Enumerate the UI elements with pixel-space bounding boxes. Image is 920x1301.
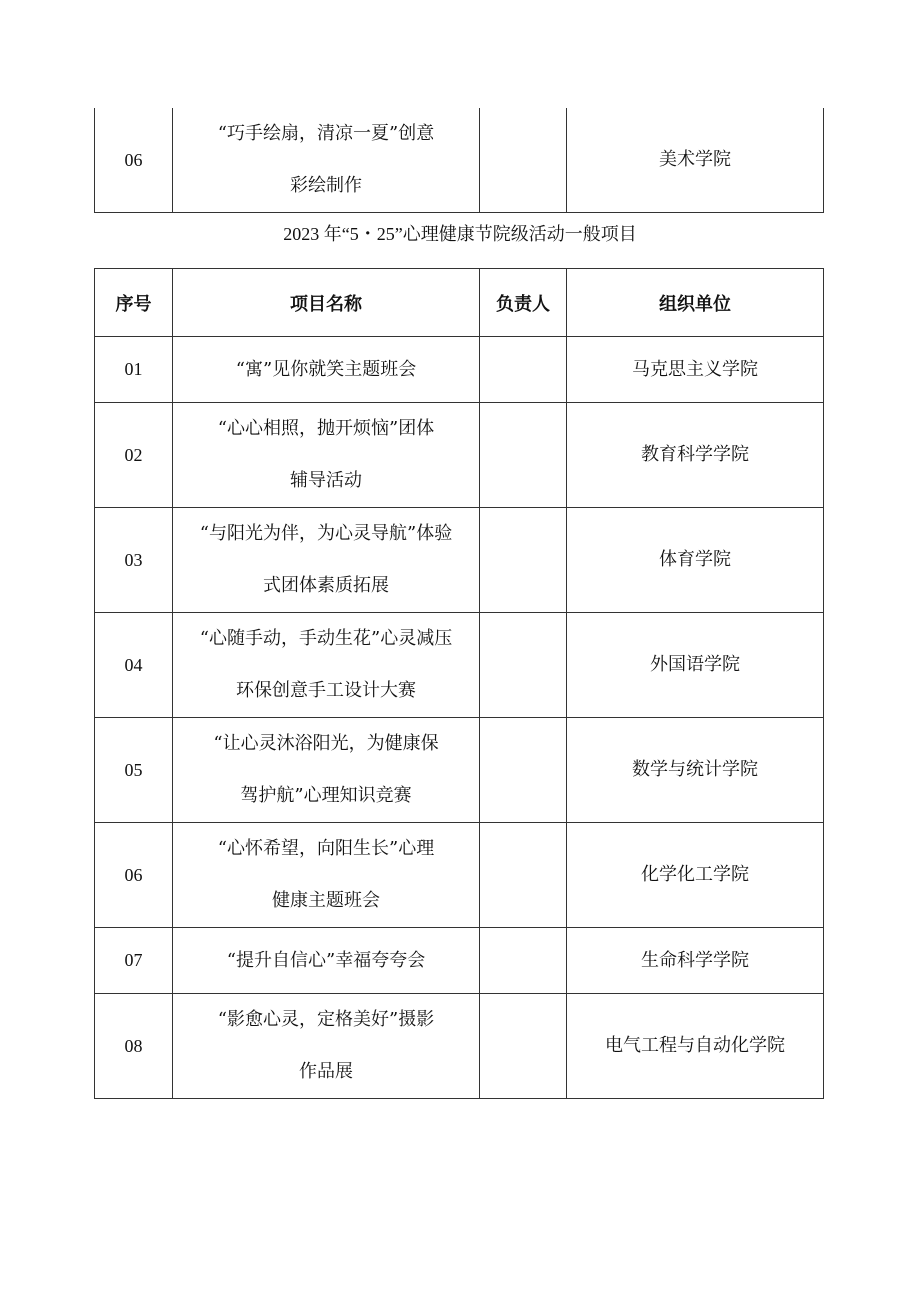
- project-name: [173, 613, 480, 718]
- project-name: [173, 928, 480, 994]
- organizing-unit: 生命科学学院: [567, 928, 824, 994]
- row-number: 08: [95, 994, 173, 1099]
- project-name: [173, 994, 480, 1099]
- table-row: [95, 928, 824, 994]
- table-row: [95, 718, 824, 823]
- row-number: 06: [95, 108, 173, 213]
- project-name-line: 彩绘制作: [290, 175, 362, 196]
- project-name-line: “寓”见你就笑主题班会: [235, 358, 417, 380]
- organizing-unit: 体育学院: [567, 508, 824, 613]
- organizing-unit: 外国语学院: [567, 613, 824, 718]
- project-name-line: “让心灵沐浴阳光，为健康保: [213, 733, 439, 754]
- project-leader: [480, 994, 567, 1099]
- project-name-line: 环保创意手工设计大赛: [236, 680, 416, 701]
- project-name: [173, 823, 480, 928]
- table-caption: 2023 年“5・25”心理健康节院级活动一般项目: [283, 224, 637, 244]
- project-name: [173, 337, 480, 403]
- table-row: [95, 508, 824, 613]
- project-name-line: 式团体素质拓展: [263, 575, 389, 596]
- project-name: [173, 508, 480, 613]
- project-name-line: 健康主题班会: [272, 890, 380, 911]
- row-number: 05: [95, 718, 173, 823]
- project-name-line: “巧手绘扇，清凉一夏”创意: [217, 123, 435, 144]
- table-row: [95, 994, 824, 1099]
- project-name-line: “心随手动，手动生花”心灵减压: [199, 628, 453, 649]
- header-no: 序号: [95, 269, 173, 337]
- general-projects-table: [94, 268, 824, 1099]
- project-name-line: “提升自信心”幸福夸夸会: [226, 949, 426, 971]
- main-table-body: [95, 337, 824, 1099]
- row-number: 03: [95, 508, 173, 613]
- organizing-unit: 电气工程与自动化学院: [567, 994, 824, 1099]
- organizing-unit: 教育科学学院: [567, 403, 824, 508]
- project-name-line: 作品展: [299, 1061, 353, 1082]
- project-name-line: “影愈心灵，定格美好”摄影: [217, 1009, 435, 1030]
- project-leader: [480, 337, 567, 403]
- table-row: [95, 823, 824, 928]
- project-name: [173, 718, 480, 823]
- organizing-unit: 马克思主义学院: [567, 337, 824, 403]
- header-row: [95, 269, 824, 337]
- project-leader: [480, 403, 567, 508]
- row-number: 01: [95, 337, 173, 403]
- table-row: [95, 403, 824, 508]
- project-name-line: “心心相照，抛开烦恼”团体: [217, 418, 435, 439]
- header-name: 项目名称: [173, 269, 480, 337]
- top-table-body: [95, 108, 824, 213]
- top-table-fragment: [94, 108, 824, 213]
- organizing-unit: 美术学院: [567, 108, 824, 213]
- table-row: [95, 108, 824, 213]
- project-leader: [480, 613, 567, 718]
- row-number: 04: [95, 613, 173, 718]
- project-name-line: “与阳光为伴，为心灵导航”体验: [199, 523, 453, 544]
- project-name-line: “心怀希望，向阳生长”心理: [217, 838, 435, 859]
- project-leader: [480, 718, 567, 823]
- project-name-line: 驾护航”心理知识竞赛: [240, 785, 412, 806]
- project-name: [173, 403, 480, 508]
- row-number: 06: [95, 823, 173, 928]
- project-leader: [480, 108, 567, 213]
- row-number: 07: [95, 928, 173, 994]
- project-leader: [480, 928, 567, 994]
- project-name-line: 辅导活动: [290, 470, 362, 491]
- table-row: [95, 613, 824, 718]
- project-leader: [480, 508, 567, 613]
- organizing-unit: 数学与统计学院: [567, 718, 824, 823]
- organizing-unit: 化学化工学院: [567, 823, 824, 928]
- header-leader: 负责人: [480, 269, 567, 337]
- project-leader: [480, 823, 567, 928]
- row-number: 02: [95, 403, 173, 508]
- header-unit: 组织单位: [567, 269, 824, 337]
- table-row: [95, 337, 824, 403]
- project-name: [173, 108, 480, 213]
